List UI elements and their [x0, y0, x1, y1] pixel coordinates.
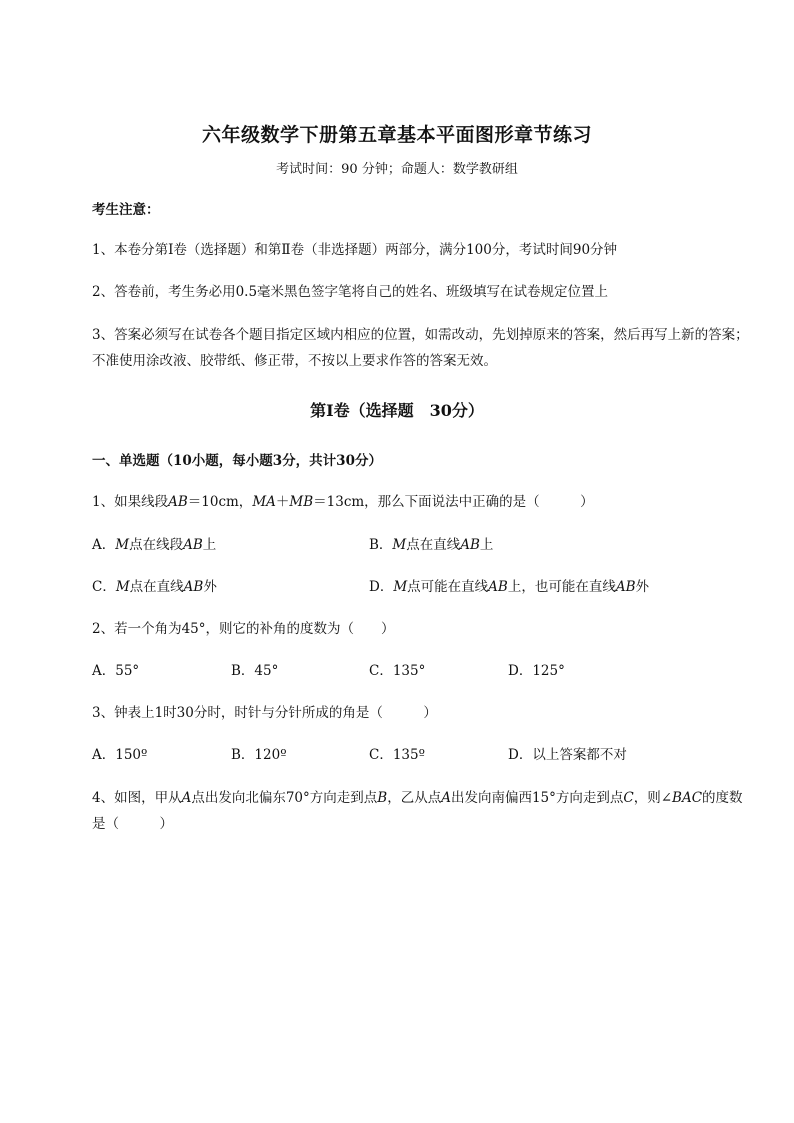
- question-1-stem: 1、如果线段AB＝10cm，MA＋MB＝13cm，那么下面说法中正确的是（ ）: [92, 494, 594, 510]
- question-1-option-d[interactable]: D．M点可能在直线AB上，也可能在直线AB外: [369, 579, 649, 595]
- question-2-stem: 2、若一个角为45°，则它的补角的度数为（ ）: [92, 621, 395, 637]
- question-4-stem: 4、如图，甲从A点出发向北偏东70°方向走到点B，乙从点A出发向南偏西15°方向走到点C，则∠BAC的度数是（ ）: [92, 790, 743, 832]
- question-3-option-a[interactable]: A．150º: [92, 747, 148, 763]
- question-1-option-b[interactable]: B．M点在直线AB上: [369, 537, 494, 553]
- notice-item-3: 3、答案必须写在试卷各个题目指定区域内相应的位置，如需改动，先划掉原来的答案，然后再写上新的答案；不准使用涂改液、胶带纸、修正带，不按以上要求作答的答案无效。: [92, 327, 749, 369]
- section-title: 第Ⅰ卷（选择题 30分）: [310, 401, 484, 420]
- question-1-option-a[interactable]: A．M点在线段AB上: [92, 537, 217, 553]
- question-3-option-d[interactable]: D．以上答案都不对: [508, 747, 627, 763]
- question-1-option-c[interactable]: C．M点在直线AB外: [92, 579, 217, 595]
- question-3-stem: 3、钟表上1时30分时，时针与分针所成的角是（ ）: [92, 705, 437, 721]
- page-subtitle: 考试时间：90 分钟；命题人：数学教研组: [276, 162, 518, 177]
- notice-heading: 考生注意：: [92, 202, 160, 218]
- question-2-option-b[interactable]: B．45°: [231, 663, 279, 679]
- question-3-option-b[interactable]: B．120º: [231, 747, 287, 763]
- question-2-option-c[interactable]: C．135°: [369, 663, 426, 679]
- notice-item-2: 2、答卷前，考生务必用0.5毫米黑色签字笔将自己的姓名、班级填写在试卷规定位置上: [92, 284, 609, 300]
- page-title: 六年级数学下册第五章基本平面图形章节练习: [201, 124, 592, 146]
- part-title: 一、单选题（10小题，每小题3分，共计30分）: [92, 453, 382, 469]
- question-3-option-c[interactable]: C．135º: [369, 747, 425, 763]
- question-2-option-d[interactable]: D．125°: [508, 663, 565, 679]
- question-2-option-a[interactable]: A．55°: [92, 663, 140, 679]
- notice-item-1: 1、本卷分第Ⅰ卷（选择题）和第Ⅱ卷（非选择题）两部分，满分100分，考试时间90分钟: [92, 242, 618, 258]
